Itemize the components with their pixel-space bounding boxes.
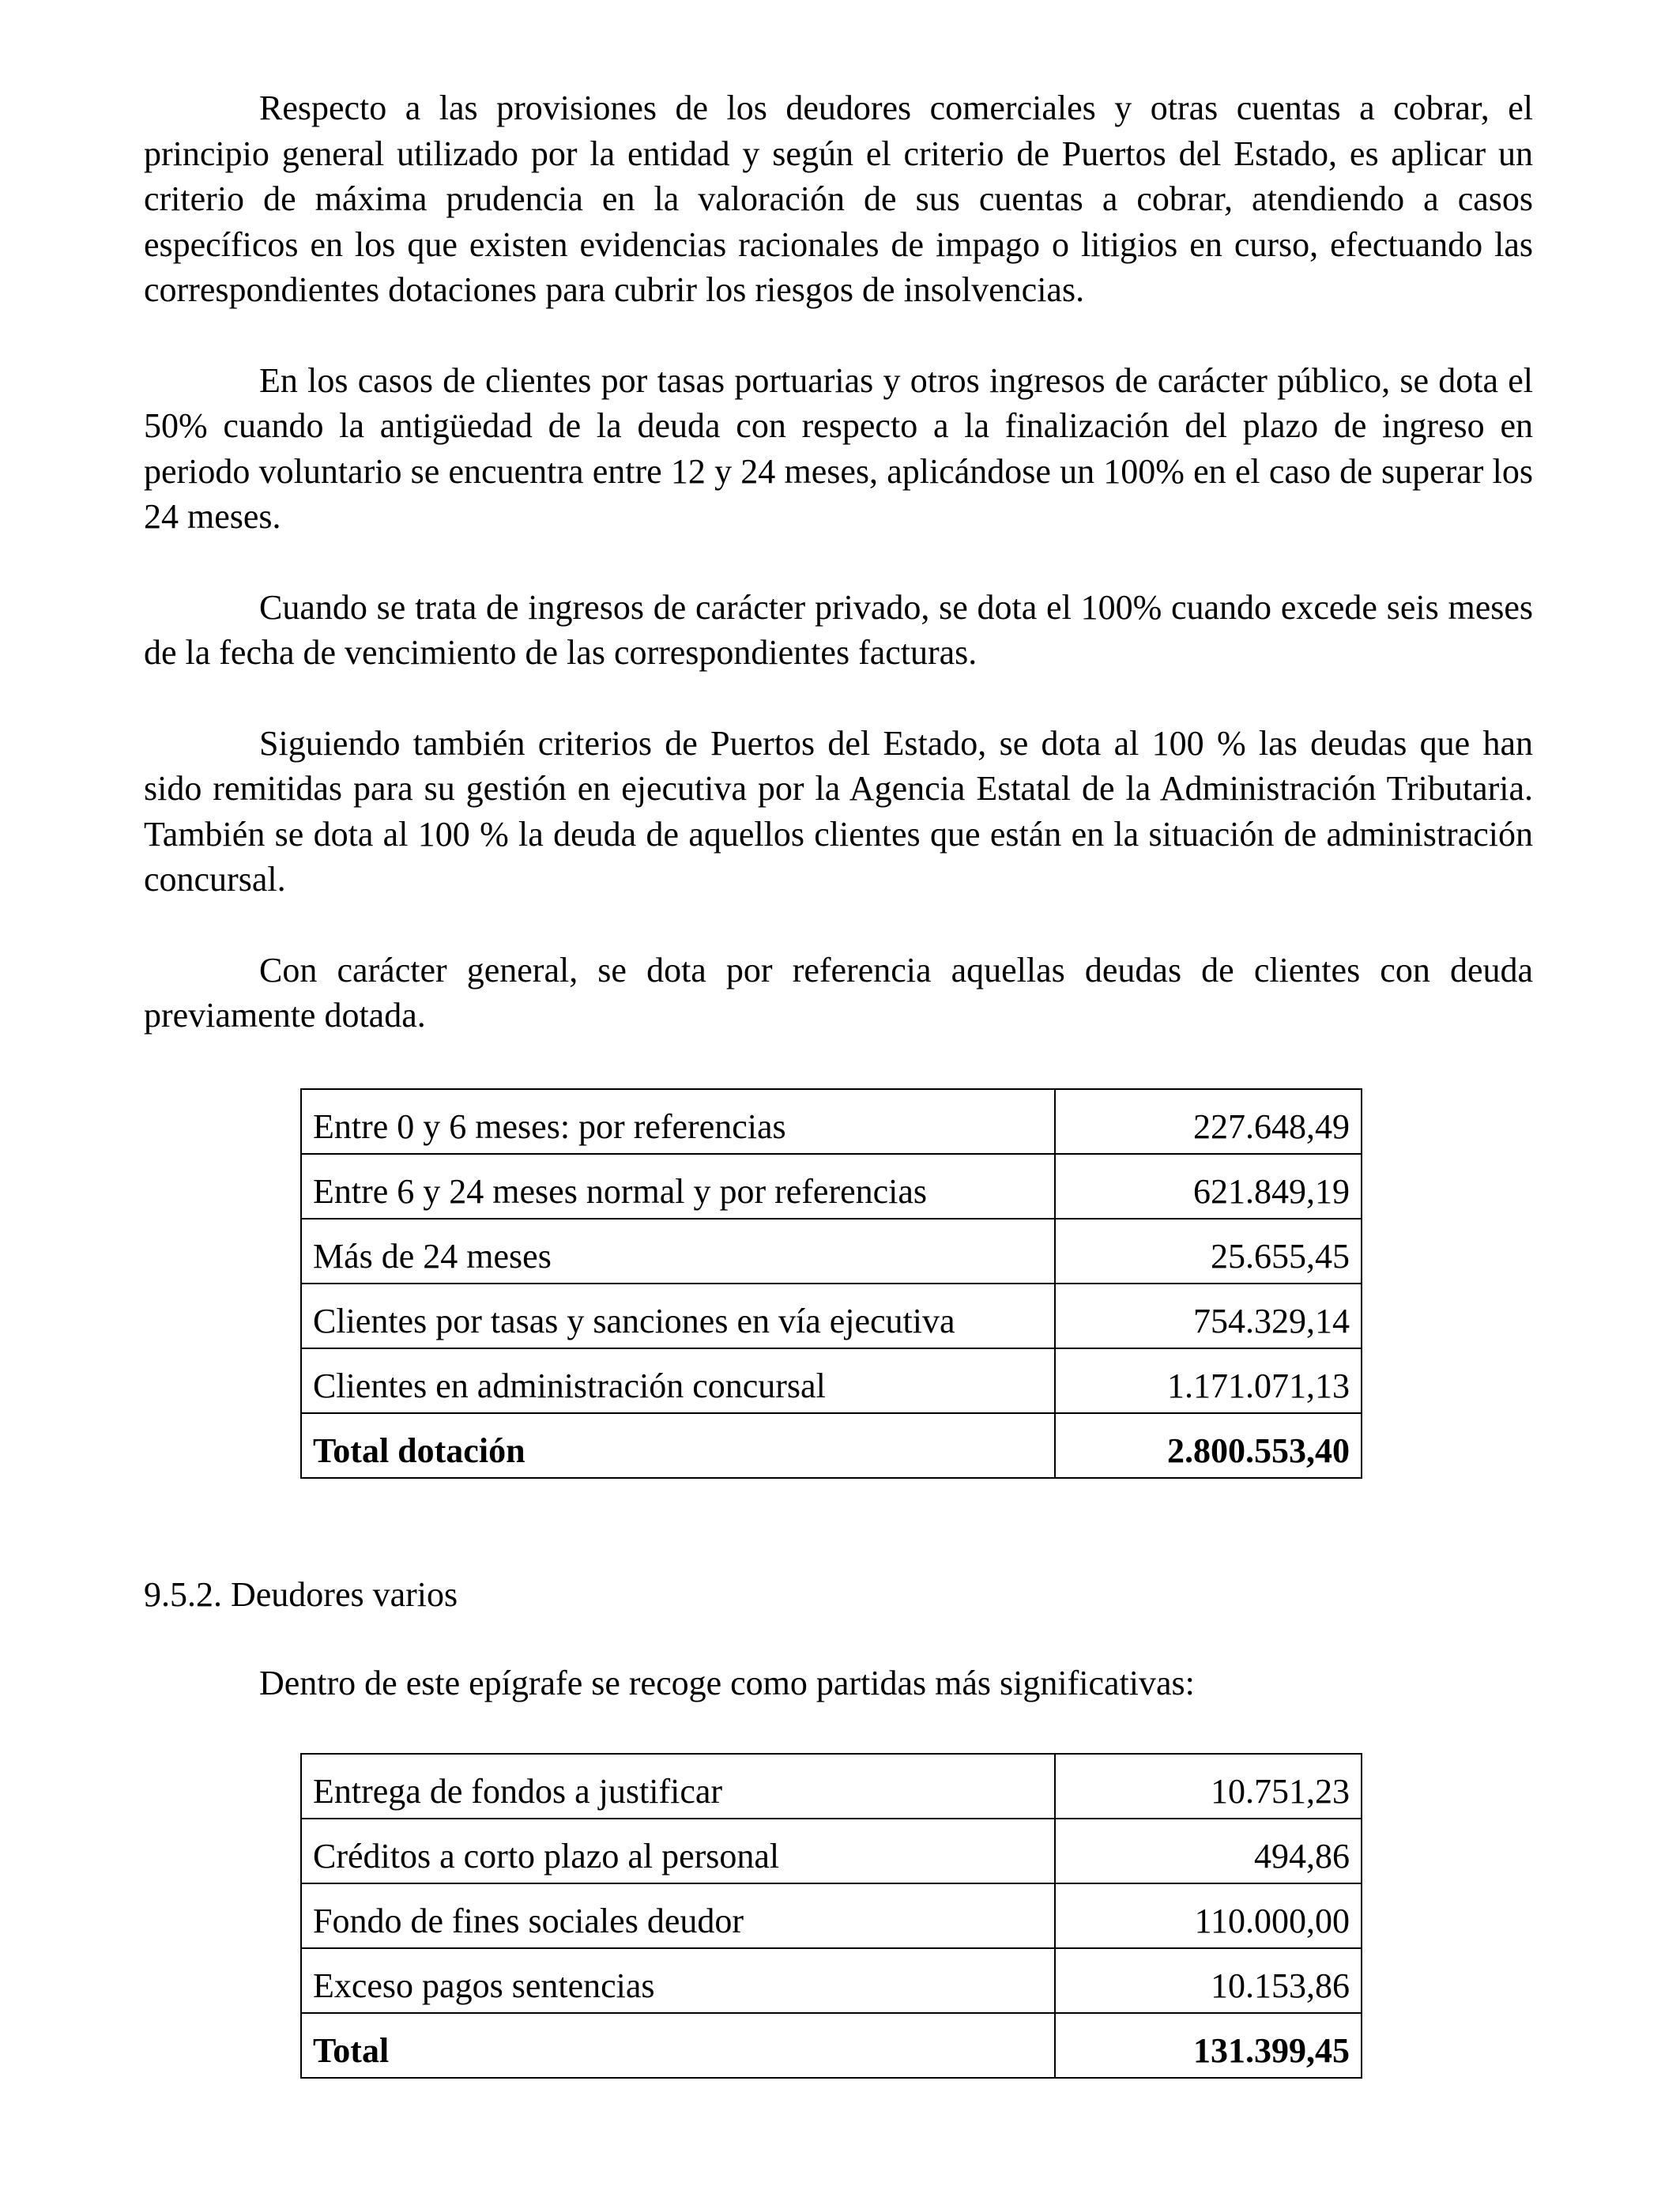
row-label: Clientes en administración concursal: [301, 1348, 1055, 1413]
table-row: [301, 1819, 1362, 1883]
table-row: [301, 1089, 1362, 1154]
document-page: [144, 85, 1533, 2079]
table-row: [301, 1348, 1362, 1413]
row-label: Entrega de fondos a justificar: [301, 1754, 1055, 1819]
row-value: 754.329,14: [1055, 1284, 1362, 1348]
total-row: [301, 2013, 1362, 2078]
row-label: Exceso pagos sentencias: [301, 1948, 1055, 2013]
paragraph-provisions-principle: Respecto a las provisiones de los deudores comerciales y otras cuentas a cobrar, el principio general utilizado por la entidad y según el criterio de Puertos del Estado, es aplicar un criterio de máxima prudencia en la valoración de sus cuentas a cobrar, atendiendo a casos específicos en los que existen evidencias racionales de impago o litigios en curso, efectuando las correspondientes dotaciones para cubrir los riesgos de insolvencias.: [144, 89, 1533, 309]
table-row: [301, 1219, 1362, 1284]
row-label: Más de 24 meses: [301, 1219, 1055, 1284]
section-title: 9.5.2. Deudores varios: [144, 1574, 458, 1614]
table-row: [301, 1948, 1362, 2013]
paragraph-public-clients: En los casos de clientes por tasas portuarias y otros ingresos de carácter público, se dota el 50% cuando la antigüedad de la deuda con respecto a la finalización del plazo de ingreso en periodo voluntario se encuentra entre 12 y 24 meses, aplicándose un 100% en el caso de superar los 24 meses.: [144, 360, 1533, 536]
table-row: [301, 1883, 1362, 1948]
table-row: [301, 1754, 1362, 1819]
row-value: 10.751,23: [1055, 1754, 1362, 1819]
paragraph-executive-debts: Siguiendo también criterios de Puertos del Estado, se dota al 100 % las deudas que han sido remitidas para su gestión en ejecutiva por la Agencia Estatal de la Administración Tributaria. También se dota al 100 % la deuda de aquellos clientes que están en la situación de administración concursal.: [144, 723, 1533, 899]
row-value: 25.655,45: [1055, 1219, 1362, 1284]
total-row: [301, 1413, 1362, 1478]
row-label: Entre 6 y 24 meses normal y por referencias: [301, 1154, 1055, 1219]
paragraph-private-income: Cuando se trata de ingresos de carácter privado, se dota el 100% cuando excede seis meses de la fecha de vencimiento de las correspondientes facturas.: [144, 587, 1533, 672]
paragraph-general-reference: Con carácter general, se dota por referencia aquellas deudas de clientes con deuda previamente dotada.: [144, 950, 1533, 1035]
row-value: 1.171.071,13: [1055, 1348, 1362, 1413]
total-value: 131.399,45: [1055, 2013, 1362, 2078]
section-intro: Dentro de este epígrafe se recoge como partidas más significativas:: [259, 1663, 1195, 1702]
row-value: 494,86: [1055, 1819, 1362, 1883]
row-value: 621.849,19: [1055, 1154, 1362, 1219]
provisions-table: [300, 1088, 1362, 1479]
row-value: 10.153,86: [1055, 1948, 1362, 2013]
row-value: 227.648,49: [1055, 1089, 1362, 1154]
row-label: Créditos a corto plazo al personal: [301, 1819, 1055, 1883]
debtors-table: [300, 1753, 1362, 2079]
row-label: Fondo de fines sociales deudor: [301, 1883, 1055, 1948]
row-label: Entre 0 y 6 meses: por referencias: [301, 1089, 1055, 1154]
row-label: Clientes por tasas y sanciones en vía ejecutiva: [301, 1284, 1055, 1348]
table-row: [301, 1284, 1362, 1348]
total-label: Total dotación: [301, 1413, 1055, 1478]
total-label: Total: [301, 2013, 1055, 2078]
row-value: 110.000,00: [1055, 1883, 1362, 1948]
total-value: 2.800.553,40: [1055, 1413, 1362, 1478]
table-row: [301, 1154, 1362, 1219]
